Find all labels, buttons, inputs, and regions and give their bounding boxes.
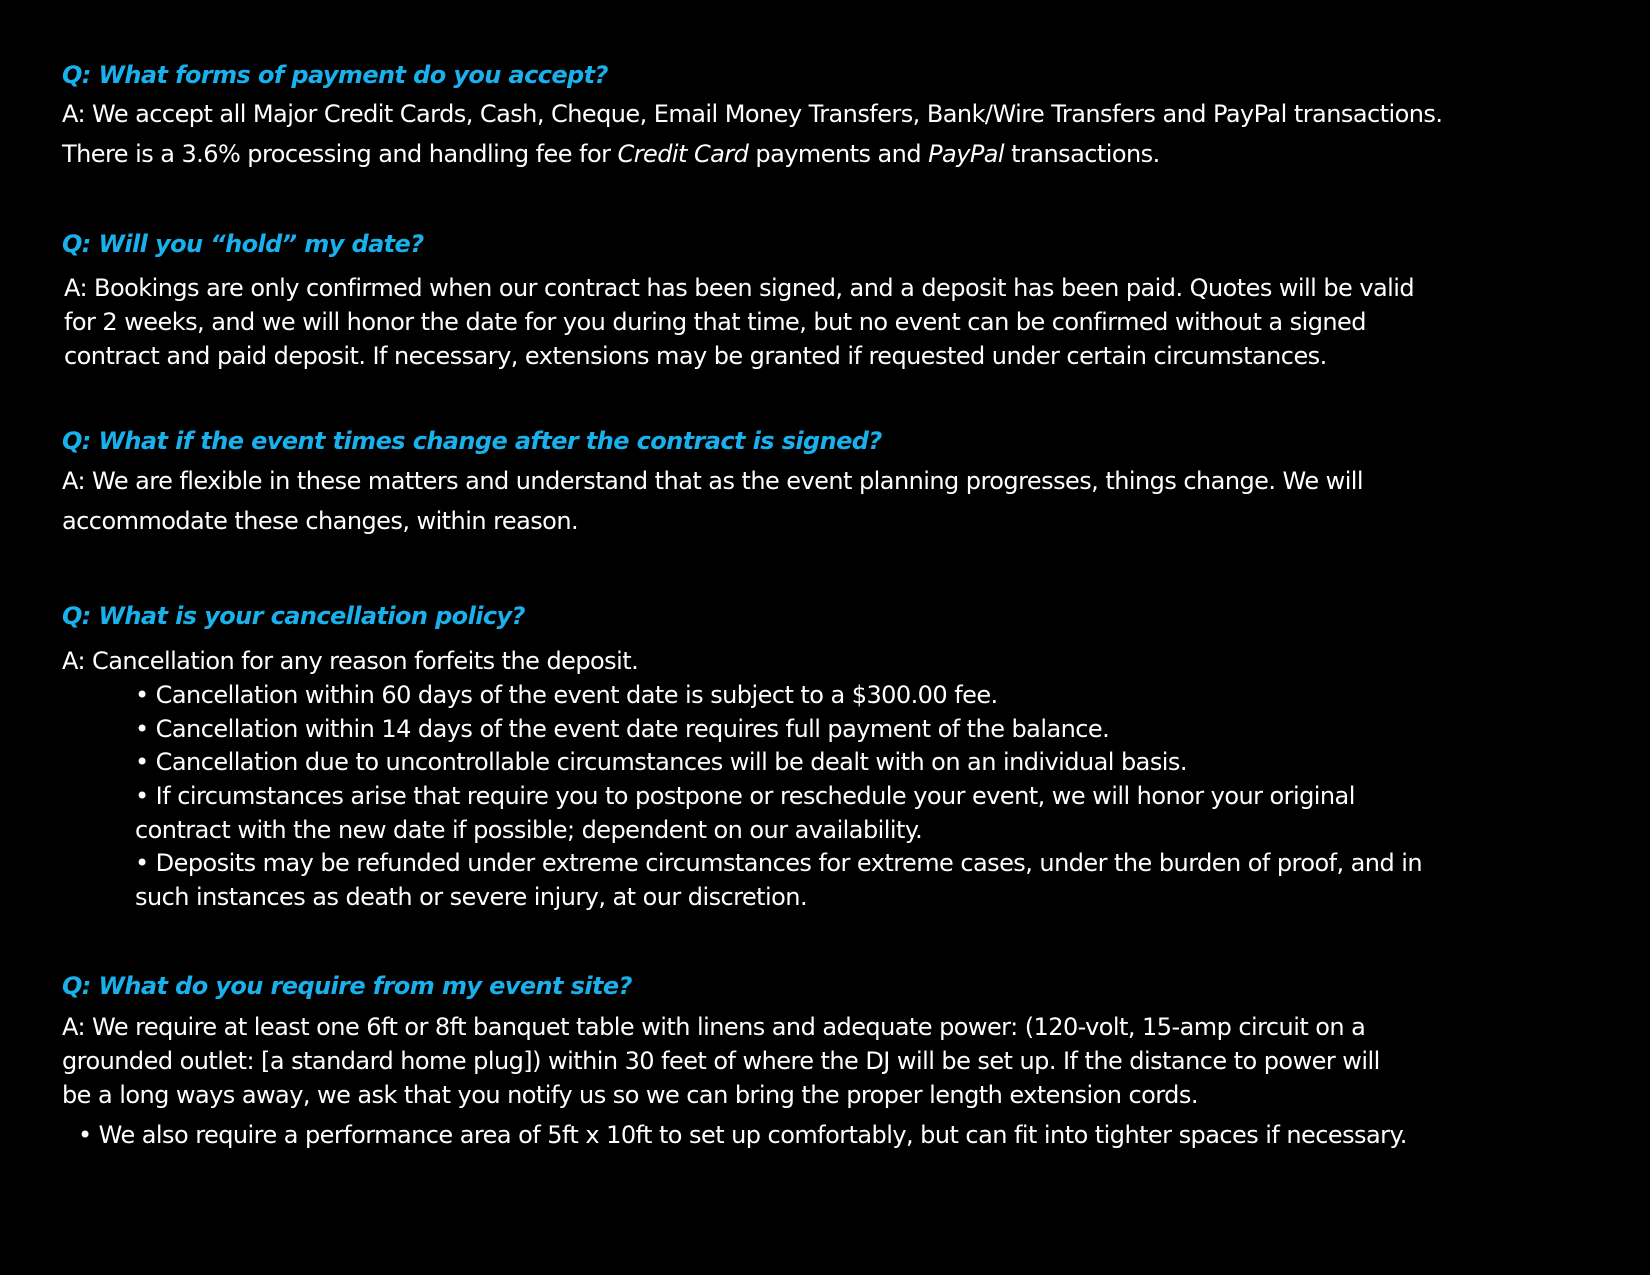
question-site: Q: What do you require from my event site? <box>62 972 632 1000</box>
answer-payment-credit-card: Credit Card <box>617 140 749 168</box>
answer-payment-line-2 <box>62 140 1160 168</box>
answer-site-line-2: grounded outlet: [a standard home plug]) within 30 feet of where the DJ will be set up. If the distance to power will <box>62 1047 1380 1075</box>
question-payment: Q: What forms of payment do you accept? <box>62 61 608 89</box>
answer-times-line-1: A: We are flexible in these matters and understand that as the event planning progresses, things change. We will <box>62 467 1364 495</box>
answer-site-line-1: A: We require at least one 6ft or 8ft banquet table with linens and adequate power: (120-volt, 15-amp circuit on a <box>62 1013 1366 1041</box>
cancellation-bullet-5-cont: such instances as death or severe injury, at our discretion. <box>135 883 808 911</box>
question-cancellation: Q: What is your cancellation policy? <box>62 602 525 630</box>
cancellation-bullet-2: • Cancellation within 14 days of the event date requires full payment of the balance. <box>135 715 1110 743</box>
answer-payment-text-2: payments and <box>748 140 929 168</box>
answer-cancellation-intro: A: Cancellation for any reason forfeits the deposit. <box>62 647 639 675</box>
cancellation-bullet-3: • Cancellation due to uncontrollable circumstances will be dealt with on an individual basis. <box>135 748 1187 776</box>
answer-payment-text-1: There is a 3.6% processing and handling fee for <box>62 140 618 168</box>
answer-payment-text-3: transactions. <box>1004 140 1160 168</box>
cancellation-bullet-4: • If circumstances arise that require you to postpone or reschedule your event, we will honor your original <box>135 782 1355 810</box>
answer-times-line-2: accommodate these changes, within reason. <box>62 507 579 535</box>
cancellation-bullet-1: • Cancellation within 60 days of the event date is subject to a $300.00 fee. <box>135 681 998 709</box>
cancellation-bullet-4-cont: contract with the new date if possible; dependent on our availability. <box>135 816 923 844</box>
answer-site-line-3: be a long ways away, we ask that you notify us so we can bring the proper length extension cords. <box>62 1081 1198 1109</box>
cancellation-bullet-5: • Deposits may be refunded under extreme circumstances for extreme cases, under the burden of proof, and in <box>135 849 1423 877</box>
answer-hold-line-2: for 2 weeks, and we will honor the date for you during that time, but no event can be confirmed without a signed <box>64 308 1366 336</box>
site-bullet-1: • We also require a performance area of 5ft x 10ft to set up comfortably, but can fit into tighter spaces if necessary. <box>78 1121 1407 1149</box>
answer-hold-line-3: contract and paid deposit. If necessary, extensions may be granted if requested under certain circumstances. <box>64 342 1327 370</box>
question-hold: Q: Will you “hold” my date? <box>62 230 424 258</box>
answer-hold-line-1: A: Bookings are only confirmed when our contract has been signed, and a deposit has been paid. Quotes will be valid <box>64 274 1415 302</box>
answer-payment-line-1: A: We accept all Major Credit Cards, Cash, Cheque, Email Money Transfers, Bank/Wire Transfers and PayPal transactions. <box>62 100 1443 128</box>
answer-payment-paypal: PayPal <box>928 140 1005 168</box>
question-times: Q: What if the event times change after the contract is signed? <box>62 427 882 455</box>
